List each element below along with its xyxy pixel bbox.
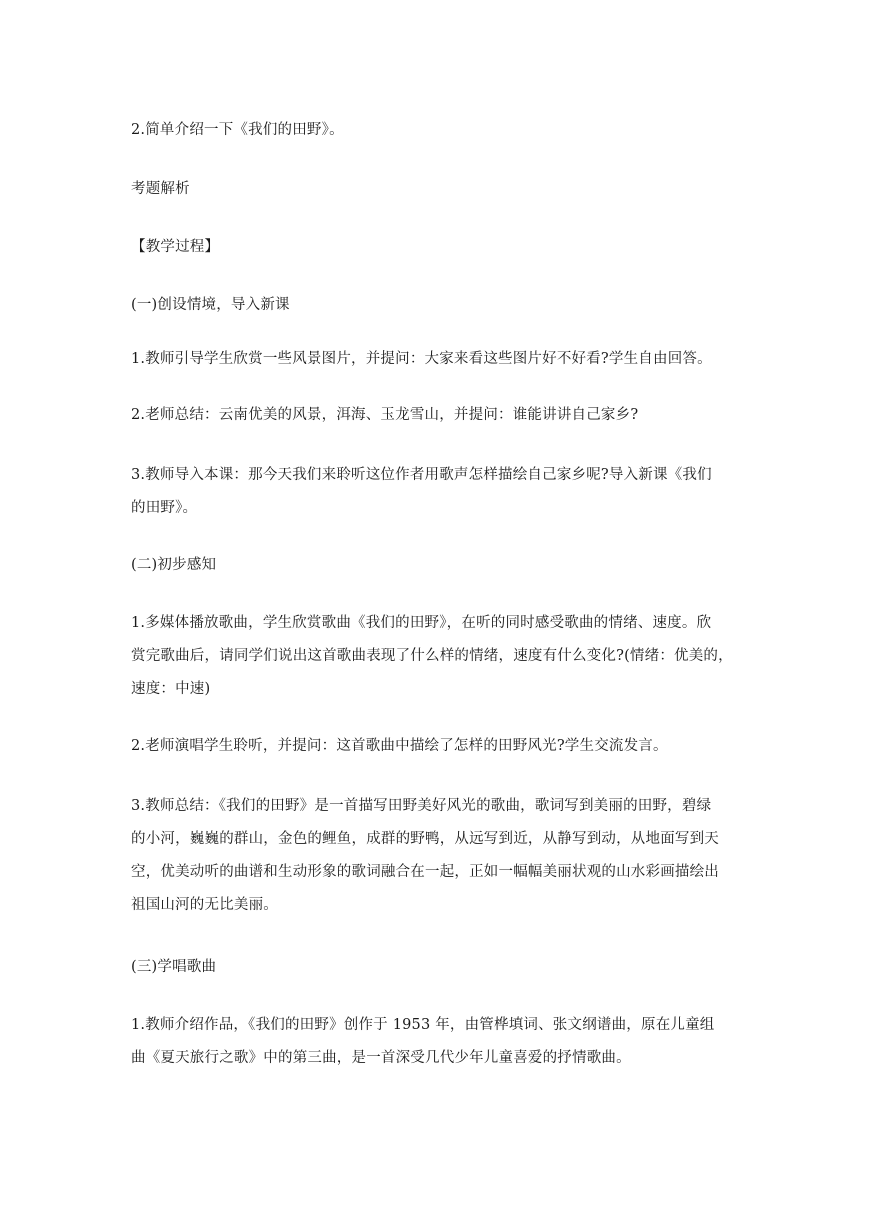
text-line: 2.老师总结：云南优美的风景，洱海、玉龙雪山，并提问：谁能讲讲自己家乡? bbox=[131, 407, 639, 423]
text-line: 3.教师总结：《我们的田野》是一首描写田野美好风光的歌曲，歌词写到美丽的田野，碧绿 bbox=[131, 798, 712, 814]
text-line: 考题解析 bbox=[131, 181, 190, 197]
text-line: 2.老师演唱学生聆听，并提问：这首歌曲中描绘了怎样的田野风光?学生交流发言。 bbox=[131, 738, 668, 754]
paragraph-part2-item-3 bbox=[131, 792, 741, 919]
section-heading-teaching-process bbox=[131, 233, 741, 261]
text-line: 1.多媒体播放歌曲，学生欣赏歌曲《我们的田野》，在听的同时感受歌曲的情绪、速度。欣 bbox=[131, 615, 712, 631]
paragraph-part1-item-1 bbox=[131, 345, 741, 373]
text-line: 赏完歌曲后，请同学们说出这首歌曲表现了什么样的情绪，速度有什么变化?(情绪：优美的， bbox=[131, 648, 733, 664]
paragraph-part1-item-3 bbox=[131, 461, 741, 522]
text-line: 的田野》。 bbox=[131, 500, 198, 516]
section-heading-analysis bbox=[131, 175, 741, 203]
text-line: 1.教师介绍作品，《我们的田野》创作于 1953 年，由管桦填词、张文纲谱曲，原在儿童组 bbox=[131, 1017, 715, 1033]
paragraph-part2-item-1 bbox=[131, 609, 741, 703]
text-line: 的小河，巍巍的群山，金色的鲤鱼，成群的野鸭，从远写到近，从静写到动，从地面写到天 bbox=[131, 831, 719, 847]
subheading-part-2 bbox=[131, 551, 741, 579]
paragraph-part1-item-2 bbox=[131, 401, 741, 429]
text-line: (三)学唱歌曲 bbox=[131, 959, 217, 975]
text-line: 曲《夏天旅行之歌》中的第三曲，是一首深受几代少年儿童喜爱的抒情歌曲。 bbox=[131, 1050, 631, 1066]
text-line: 【教学过程】 bbox=[131, 239, 220, 255]
text-line: 祖国山河的无比美丽。 bbox=[131, 897, 278, 913]
text-line: 1.教师引导学生欣赏一些风景图片，并提问：大家来看这些图片好不好看?学生自由回答。 bbox=[131, 351, 712, 367]
subheading-part-3 bbox=[131, 953, 741, 981]
text-line: (一)创设情境，导入新课 bbox=[131, 297, 290, 313]
text-line: 2.简单介绍一下《我们的田野》。 bbox=[131, 122, 344, 138]
subheading-part-1 bbox=[131, 291, 741, 319]
text-line: 3.教师导入本课：那今天我们来聆听这位作者用歌声怎样描绘自己家乡呢?导入新课《我们 bbox=[131, 467, 712, 483]
paragraph-intro-item-2 bbox=[131, 116, 741, 144]
paragraph-part3-item-1 bbox=[131, 1011, 741, 1072]
paragraph-part2-item-2 bbox=[131, 732, 741, 760]
text-line: 空，优美动听的曲谱和生动形象的歌词融合在一起，正如一幅幅美丽状观的山水彩画描绘出 bbox=[131, 864, 719, 880]
text-line: 速度：中速) bbox=[131, 681, 211, 697]
text-line: (二)初步感知 bbox=[131, 557, 217, 573]
